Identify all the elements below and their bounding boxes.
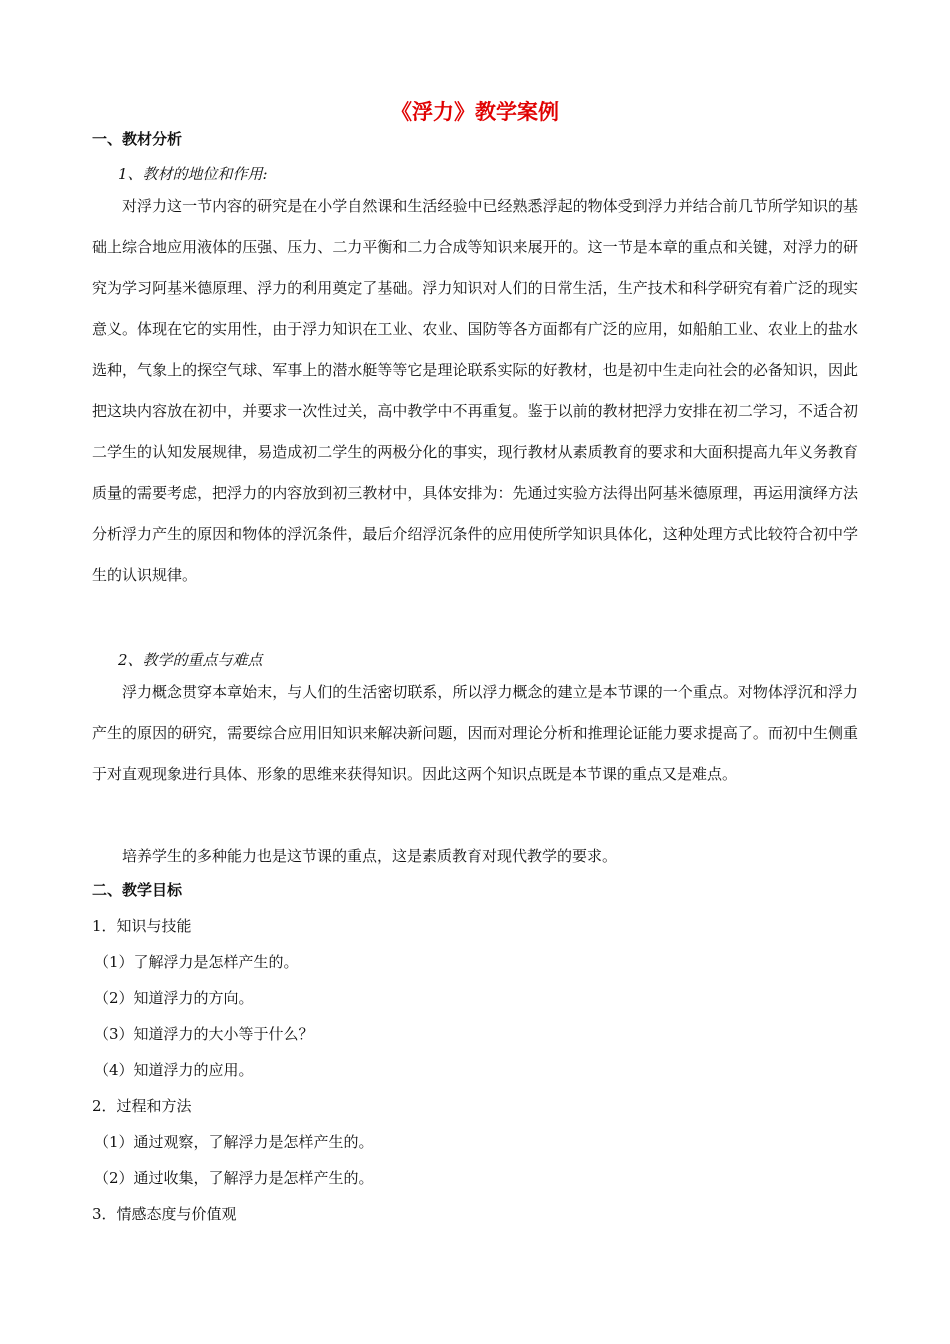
objective-item: （3）知道浮力的大小等于什么？ [94,1025,314,1043]
objective-item: （2）知道浮力的方向。 [94,989,254,1007]
objective-item: （2）通过收集，了解浮力是怎样产生的。 [94,1169,374,1187]
section-heading-textbook-analysis: 一、教材分析 [92,130,183,148]
paragraph-key-points: 浮力概念贯穿本章始末，与人们的生活密切联系，所以浮力概念的建立是本节课的一个重点。对物体浮沉和浮力产生的原因的研究，需要综合应用旧知识来解决新问题，因而对理论分析和推理论证能力要求提高了。而初中生侧重于对直观现象进行具体、形象的思维来获得知识。因此这两个知识点既是本节课的重点又是难点。 [92,683,858,783]
objective-item: （1）通过观察，了解浮力是怎样产生的。 [94,1133,374,1151]
document-title: 《浮力》教学案例 [391,100,559,124]
objective-attitude-heading: 3．情感态度与价值观 [92,1205,237,1223]
paragraph-role: 对浮力这一节内容的研究是在小学自然课和生活经验中已经熟悉浮起的物体受到浮力并结合前几节所学知识的基础上综合地应用液体的压强、压力、二力平衡和二力合成等知识来展开的。这一节是本章的重点和关键，对浮力的研究为学习阿基米德原理、浮力的利用奠定了基础。浮力知识对人们的日常生活，生产技术和科学研究有着广泛的现实意义。体现在它的实用性，由于浮力知识在工业、农业、国防等各方面都有广泛的应用，如船舶工业、农业上的盐水选种，气象上的探空气球、军事上的潜水艇等等它是理论联系实际的好教材，也是初中生走向社会的必备知识，因此把这块内容放在初中，并要求一次性过关，高中教学中不再重复。鉴于以前的教材把浮力安排在初二学习，不适合初二学生的认知发展规律，易造成初二学生的两极分化的事实，现行教材从素质教育的要求和大面积提高九年义务教育质量的需要考虑，把浮力的内容放到初三教材中，具体安排为：先通过实验方法得出阿基米德原理，再运用演绎方法分析浮力产生的原因和物体的浮沉条件，最后介绍浮沉条件的应用使所学知识具体化，这种处理方式比较符合初中学生的认识规律。 [92,197,858,584]
objective-knowledge-heading: 1．知识与技能 [92,917,192,935]
paragraph-abilities: 培养学生的多种能力也是这节课的重点，这是素质教育对现代教学的要求。 [122,847,618,865]
objective-item: （4）知道浮力的应用。 [94,1061,254,1079]
section-heading-objectives: 二、教学目标 [92,881,183,899]
objective-process-heading: 2．过程和方法 [92,1097,192,1115]
subheading-role: 1、教材的地位和作用: [118,165,268,183]
subheading-key-points: 2、教学的重点与难点 [118,651,263,669]
objective-item: （1）了解浮力是怎样产生的。 [94,953,299,971]
